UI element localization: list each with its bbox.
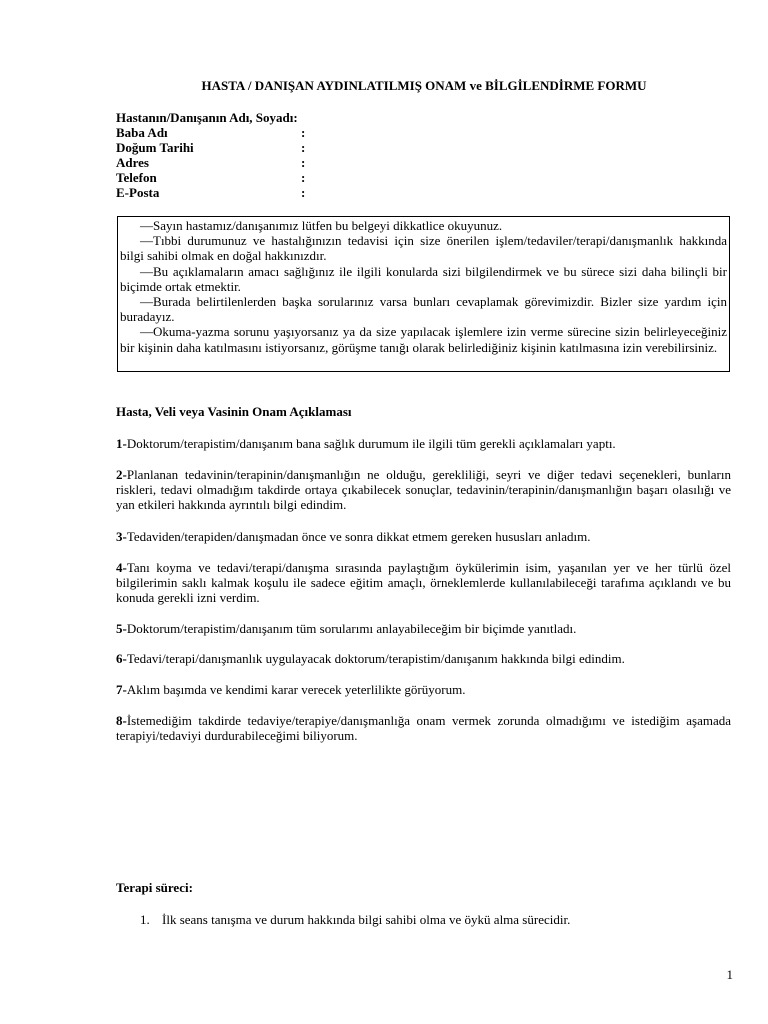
item-number: 4- (116, 560, 127, 575)
consent-item (116, 467, 731, 512)
item-text: İstemediğim takdirde tedaviye/terapiye/danışmanlığa onam vermek zorunda olmadığımı ve istediğim aşamada terapiyi/tedaviyi durdurabileceğimi biliyorum. (116, 713, 731, 743)
item-number: 6- (116, 651, 127, 666)
field-colon: : (301, 155, 306, 170)
consent-item (116, 436, 731, 451)
item-text: Aklım başımda ve kendimi karar verecek yeterlilikte görüyorum. (126, 682, 466, 697)
item-text: Doktorum/terapistim/danışanım bana sağlık durumum ile ilgili tüm gerekli açıklamaları yaptı. (126, 436, 616, 451)
item-text: Tedavi/terapi/danışmanlık uygulayacak doktorum/terapistim/danışanım hakkında bilgi edindim. (126, 651, 625, 666)
item-number: 7- (116, 682, 127, 697)
therapy-list-item (140, 912, 570, 927)
consent-item (116, 651, 731, 666)
consent-heading: Hasta, Veli veya Vasinin Onam Açıklaması (116, 404, 352, 419)
item-text: Tedaviden/terapiden/danışmadan önce ve sonra dikkat etmem gereken hususları anladım. (126, 529, 591, 544)
field-phone (116, 170, 516, 185)
therapy-heading: Terapi süreci: (116, 880, 193, 895)
patient-fields (116, 110, 516, 200)
item-number: 5- (116, 621, 127, 636)
item-number: 8- (116, 713, 127, 728)
item-number: 2- (116, 467, 127, 482)
field-colon: : (301, 185, 306, 200)
notice-paragraph: —Tıbbi durumunuz ve hastalığınızın tedavisi için size önerilen işlem/tedaviler/terapi/danışmanlık hakkında bilgi sahibi olmak en doğal hakkınızdır. (120, 233, 727, 264)
list-number: 1. (140, 912, 150, 927)
field-birth-date (116, 140, 516, 155)
notice-box (117, 216, 730, 372)
patient-name-label: Hastanın/Danışanın Adı, Soyadı: (116, 110, 298, 125)
item-text: Planlanan tedavinin/terapinin/danışmanlığın ne olduğu, gerekliliği, seyri ve diğer tedavi seçenekleri, bunların riskleri, tedavi olmadığım takdirde ortaya çıkabilecek sonuçlar, tedavinin/terapinin/danışmanlığın başarı olasılığı ve yan etkileri hakkında ayrıntılı bilgi edindim. (116, 467, 731, 512)
consent-item (116, 682, 731, 697)
consent-item (116, 621, 731, 636)
notice-paragraph: —Bu açıklamaların amacı sağlığınız ile ilgili konularda sizi bilgilendirmek ve bu sürece sizi daha bilinçli bir biçimde ortak etmektir. (120, 263, 727, 294)
form-title: HASTA / DANIŞAN AYDINLATILMIŞ ONAM ve BİLGİLENDİRME FORMU (201, 78, 647, 93)
item-number: 3- (116, 529, 127, 544)
field-colon: : (301, 140, 306, 155)
item-number: 1- (116, 436, 127, 451)
list-text: İlk seans tanışma ve durum hakkında bilgi sahibi olma ve öykü alma sürecidir. (162, 912, 571, 927)
item-text: Doktorum/terapistim/danışanım tüm sorularımı anlayabileceğim bir biçimde yanıtladı. (126, 621, 577, 636)
field-label: Telefon (116, 170, 157, 185)
field-label: Adres (116, 155, 149, 170)
page-number: 1 (726, 967, 733, 982)
consent-item (116, 529, 731, 544)
consent-item (116, 713, 731, 743)
field-colon: : (301, 125, 306, 140)
field-colon: : (301, 170, 306, 185)
field-label: Baba Adı (116, 125, 168, 140)
field-father-name (116, 125, 516, 140)
notice-paragraph: —Burada belirtilenlerden başka sorularınız varsa bunları cevaplamak görevimizdir. Bizler size yardım için buradayız. (120, 294, 727, 325)
field-address (116, 155, 516, 170)
field-email (116, 185, 516, 200)
field-label: E-Posta (116, 185, 160, 200)
notice-paragraph: —Sayın hastamız/danışanımız lütfen bu belgeyi dikkatlice okuyunuz. (140, 218, 503, 233)
field-label: Doğum Tarihi (116, 140, 194, 155)
item-text: Tanı koyma ve tedavi/terapi/danışma sırasında paylaştığım öykülerimin isim, yaşanılan yer ve her türlü özel bilgilerimin saklı kalmak koşulu ile sadece eğitim amaçlı, örneklemlerde kullanılabileceği tarafıma açıklandı ve bu konuda gerekli izni verdim. (116, 560, 731, 605)
consent-item (116, 560, 731, 605)
notice-paragraph: —Okuma-yazma sorunu yaşıyorsanız ya da size yapılacak işlemlere izin verme sürecine sizin belirleyeceğiniz bir kişinin daha katılmasını istiyorsanız, görüşme tanığı olarak belirlediğiniz kişinin katılmasına izin verebilirsiniz. (120, 324, 727, 355)
